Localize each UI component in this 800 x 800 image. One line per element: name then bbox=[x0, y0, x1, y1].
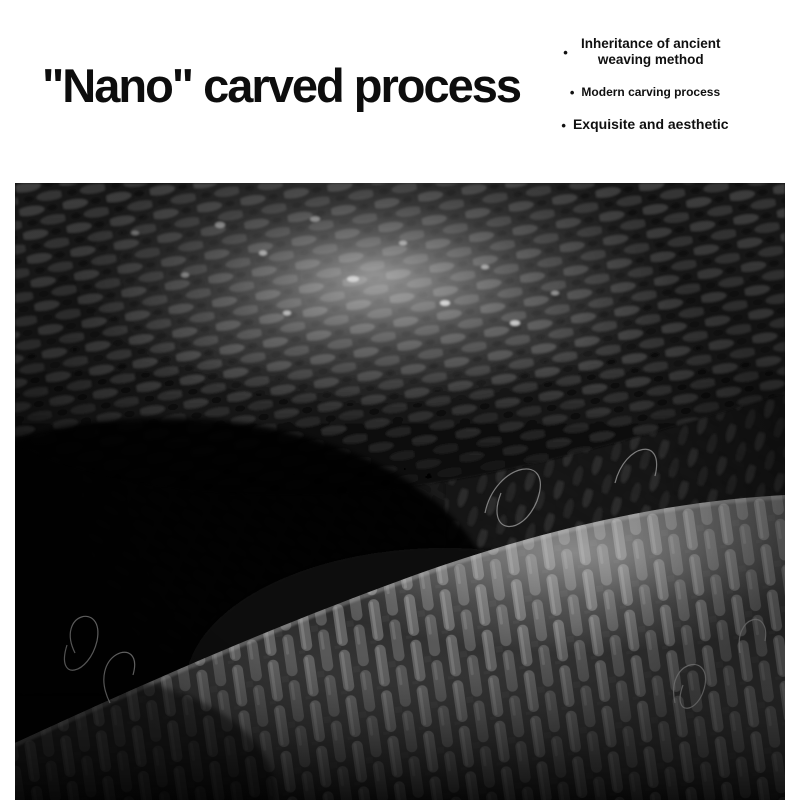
bullet-icon: • bbox=[561, 117, 566, 133]
bullet-icon: • bbox=[563, 45, 568, 61]
woven-rattan-macro-photo bbox=[15, 183, 785, 800]
feature-label: Exquisite and aesthetic bbox=[572, 116, 729, 132]
feature-label: Modern carving process bbox=[581, 84, 721, 99]
feature-item bbox=[561, 116, 728, 133]
feature-label: Inheritance of ancient weaving method bbox=[581, 36, 721, 67]
feature-item bbox=[563, 36, 727, 68]
bullet-icon: • bbox=[569, 85, 575, 101]
feature-item bbox=[570, 85, 720, 99]
page-title: "Nano" carved process bbox=[42, 59, 521, 112]
feature-list bbox=[536, 36, 754, 133]
